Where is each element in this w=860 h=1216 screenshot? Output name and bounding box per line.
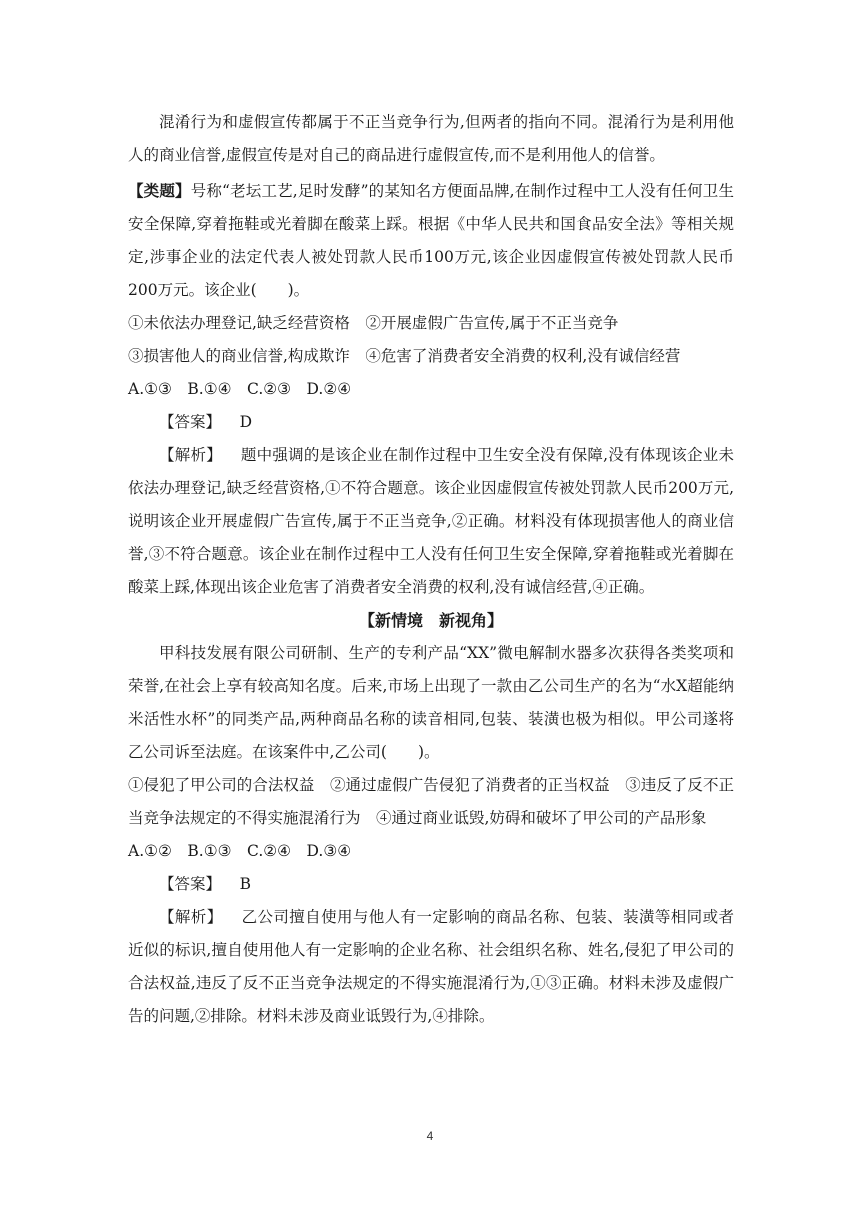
question-1-analysis-text: 题中强调的是该企业在制作过程中卫生安全没有保障,没有体现该企业未依法办理登记,缺乏经营资格,①不符合题意。该企业因虚假宣传被处罚款人民币200万元,说明该企业开展虚假广告宣传,属于不正当竞争,②正确。材料没有体现损害他人的商业信誉,③不符合题意。该企业在制作过程中工人没有任何卫生安全保障,穿着拖鞋或光着脚在酸菜上踩,体现出该企业危害了消费者安全消费的权利,没有诚信经营,④正确。 [128, 446, 734, 596]
question-2-stem: 甲科技发展有限公司研制、生产的专利产品“XX”微电解制水器多次获得各类奖项和荣誉,在社会上享有较高知名度。后来,市场上出现了一款由乙公司生产的名为“水X超能纳米活性水杯”的同类产品,两种商品名称的读音相同,包装、装潢也极为相似。甲公司遂将乙公司诉至法庭。在该案件中,乙公司( )。 [128, 644, 734, 761]
question-2-answer [128, 868, 734, 901]
question-1-stem [128, 174, 734, 307]
intro-paragraph: 混淆行为和虚假宣传都属于不正当竞争行为,但两者的指向不同。混淆行为是利用他人的商业信誉,虚假宣传是对自己的商品进行虚假宣传,而不是利用他人的信誉。 [128, 113, 734, 164]
question-1-choices: A.①③ B.①④ C.②③ D.②④ [128, 380, 352, 398]
question-1-tag: 【类题】 [128, 181, 191, 200]
question-1-options-line-2: ③损害他人的商业信誉,构成欺诈 ④危害了消费者安全消费的权利,没有诚信经营 [128, 347, 681, 365]
question-1-answer [128, 406, 734, 439]
question-2-analysis-tag: 【解析】 [159, 908, 223, 926]
page-content [128, 106, 734, 1033]
question-1-text: 号称“老坛工艺,足时发酵”的某知名方便面品牌,在制作过程中工人没有任何卫生安全保障,穿着拖鞋或光着脚在酸菜上踩。根据《中华人民共和国食品安全法》等相关规定,涉事企业的法定代表人被处罚款人民币100万元,该企业因虚假宣传被处罚款人民币200万元。该企业( )。 [128, 182, 734, 299]
question-1-analysis [128, 439, 734, 604]
question-2-answer-tag: 【答案】 [159, 875, 222, 893]
question-1-answer-tag: 【答案】 [159, 413, 222, 431]
question-2-analysis [128, 901, 734, 1033]
question-2-analysis-text: 乙公司擅自使用与他人有一定影响的商品名称、包装、装潢等相同或者近似的标识,擅自使用他人有一定影响的企业名称、社会组织名称、姓名,侵犯了甲公司的合法权益,违反了反不正当竞争法规定的不得实施混淆行为,①③正确。材料未涉及虚假广告的问题,②排除。材料未涉及商业诋毁行为,④排除。 [128, 908, 734, 1025]
question-2-choices: A.①② B.①③ C.②④ D.③④ [128, 842, 352, 860]
page-number: 4 [426, 1129, 434, 1143]
question-1-analysis-tag: 【解析】 [159, 446, 222, 464]
question-2-answer-value: B [239, 875, 251, 893]
section-title: 【新情境 新视角】 [358, 611, 503, 630]
question-1-options-line-1: ①未依法办理登记,缺乏经营资格 ②开展虚假广告宣传,属于不正当竞争 [128, 314, 619, 332]
question-2-options: ①侵犯了甲公司的合法权益 ②通过虚假广告侵犯了消费者的正当权益 ③违反了反不正当竞争法规定的不得实施混淆行为 ④通过商业诋毁,妨碍和破坏了甲公司的产品形象 [128, 776, 734, 827]
question-1-answer-value: D [239, 413, 253, 431]
